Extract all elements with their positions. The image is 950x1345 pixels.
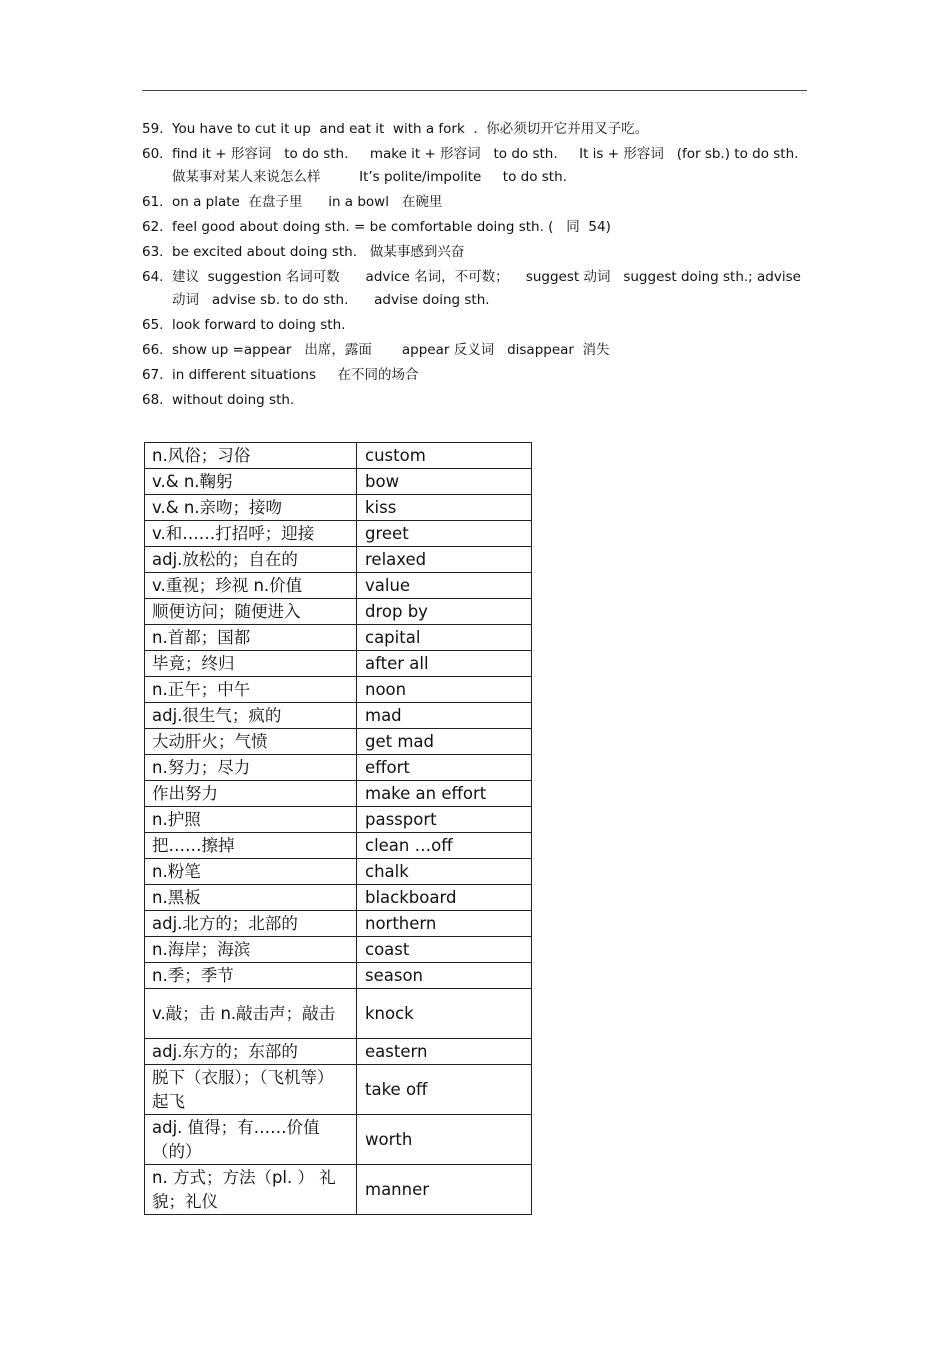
english-cell: mad [357, 703, 532, 729]
english-cell: capital [357, 625, 532, 651]
chinese-cell: n. 方式；方法（pl. ） 礼貌；礼仪 [145, 1165, 357, 1215]
english-cell: knock [357, 989, 532, 1039]
english-cell: custom [357, 443, 532, 469]
table-row [145, 703, 532, 729]
chinese-cell: v.& n.鞠躬 [145, 469, 357, 495]
chinese-cell: n.黑板 [145, 885, 357, 911]
table-row [145, 521, 532, 547]
note-number: 68. [142, 392, 164, 408]
note-text: You have to cut it up and eat it with a fork . 你必须切开它并用叉子吃。 [172, 121, 649, 137]
note-text: 建议 suggestion 名词可数 advice 名词，不可数； suggest 动词 suggest doing sth.; advise 动词 advise sb. to do sth. advise doing sth. [172, 269, 806, 308]
english-cell: take off [357, 1065, 532, 1115]
chinese-cell: n.风俗；习俗 [145, 443, 357, 469]
note-item [142, 191, 807, 214]
table-row [145, 625, 532, 651]
chinese-cell: n.粉笔 [145, 859, 357, 885]
table-row [145, 1115, 532, 1165]
english-cell: chalk [357, 859, 532, 885]
english-cell: make an effort [357, 781, 532, 807]
table-row [145, 833, 532, 859]
note-item [142, 118, 807, 141]
table-row [145, 677, 532, 703]
note-number: 66. [142, 342, 164, 358]
english-cell: kiss [357, 495, 532, 521]
table-row [145, 989, 532, 1039]
notes-list [142, 118, 807, 414]
vocabulary-table [144, 442, 532, 1215]
chinese-cell: 作出努力 [145, 781, 357, 807]
table-row [145, 1165, 532, 1215]
note-item [142, 241, 807, 264]
table-row [145, 573, 532, 599]
note-text: be excited about doing sth. 做某事感到兴奋 [172, 244, 465, 260]
note-item [142, 314, 807, 337]
note-text: find it + 形容词 to do sth. make it + 形容词 to do sth. It is + 形容词 (for sb.) to do sth. 做某事对某人来说怎么样 It’s polite/impolite to do sth. [172, 146, 808, 185]
english-cell: eastern [357, 1039, 532, 1065]
note-number: 65. [142, 317, 164, 333]
english-cell: manner [357, 1165, 532, 1215]
english-cell: after all [357, 651, 532, 677]
english-cell: northern [357, 911, 532, 937]
table-row [145, 469, 532, 495]
table-row [145, 443, 532, 469]
header-rule [142, 90, 807, 91]
table-row [145, 885, 532, 911]
note-text: in different situations 在不同的场合 [172, 367, 419, 383]
english-cell: clean …off [357, 833, 532, 859]
chinese-cell: v.敲；击 n.敲击声；敲击 [145, 989, 357, 1039]
table-row [145, 859, 532, 885]
note-item [142, 266, 807, 312]
chinese-cell: adj.北方的；北部的 [145, 911, 357, 937]
chinese-cell: n.护照 [145, 807, 357, 833]
note-text: feel good about doing sth. = be comfortable doing sth. ( 同 54) [172, 219, 611, 235]
table-row [145, 495, 532, 521]
chinese-cell: v.重视；珍视 n.价值 [145, 573, 357, 599]
table-row [145, 807, 532, 833]
chinese-cell: n.努力；尽力 [145, 755, 357, 781]
chinese-cell: 把……擦掉 [145, 833, 357, 859]
english-cell: bow [357, 469, 532, 495]
english-cell: get mad [357, 729, 532, 755]
table-row [145, 547, 532, 573]
english-cell: greet [357, 521, 532, 547]
table-row [145, 1065, 532, 1115]
chinese-cell: 毕竟；终归 [145, 651, 357, 677]
english-cell: blackboard [357, 885, 532, 911]
note-number: 60. [142, 146, 164, 162]
table-row [145, 937, 532, 963]
english-cell: coast [357, 937, 532, 963]
note-item [142, 389, 807, 412]
chinese-cell: v.和……打招呼；迎接 [145, 521, 357, 547]
note-item [142, 216, 807, 239]
table-row [145, 911, 532, 937]
note-number: 61. [142, 194, 164, 210]
english-cell: drop by [357, 599, 532, 625]
chinese-cell: adj.东方的；东部的 [145, 1039, 357, 1065]
chinese-cell: adj.很生气；疯的 [145, 703, 357, 729]
note-number: 63. [142, 244, 164, 260]
table-row [145, 599, 532, 625]
english-cell: relaxed [357, 547, 532, 573]
note-text: on a plate 在盘子里 in a bowl 在碗里 [172, 194, 443, 210]
note-text: show up =appear 出席，露面 appear 反义词 disappear 消失 [172, 342, 610, 358]
english-cell: value [357, 573, 532, 599]
table-row [145, 729, 532, 755]
table-row [145, 781, 532, 807]
chinese-cell: n.正午；中午 [145, 677, 357, 703]
english-cell: worth [357, 1115, 532, 1165]
chinese-cell: adj.放松的；自在的 [145, 547, 357, 573]
note-item [142, 339, 807, 362]
note-number: 64. [142, 269, 164, 285]
table-row [145, 755, 532, 781]
chinese-cell: v.& n.亲吻；接吻 [145, 495, 357, 521]
chinese-cell: 顺便访问；随便进入 [145, 599, 357, 625]
note-text: look forward to doing sth. [172, 317, 346, 333]
note-item [142, 364, 807, 387]
note-number: 59. [142, 121, 164, 137]
note-number: 67. [142, 367, 164, 383]
english-cell: noon [357, 677, 532, 703]
chinese-cell: adj. 值得；有……价值（的） [145, 1115, 357, 1165]
chinese-cell: n.季；季节 [145, 963, 357, 989]
chinese-cell: 脱下（衣服）；（飞机等）起飞 [145, 1065, 357, 1115]
table-row [145, 1039, 532, 1065]
english-cell: passport [357, 807, 532, 833]
chinese-cell: 大动肝火；气愤 [145, 729, 357, 755]
note-text: without doing sth. [172, 392, 295, 408]
note-item [142, 143, 807, 189]
note-number: 62. [142, 219, 164, 235]
table-row [145, 651, 532, 677]
english-cell: effort [357, 755, 532, 781]
chinese-cell: n.海岸；海滨 [145, 937, 357, 963]
table-row [145, 963, 532, 989]
chinese-cell: n.首都；国都 [145, 625, 357, 651]
english-cell: season [357, 963, 532, 989]
